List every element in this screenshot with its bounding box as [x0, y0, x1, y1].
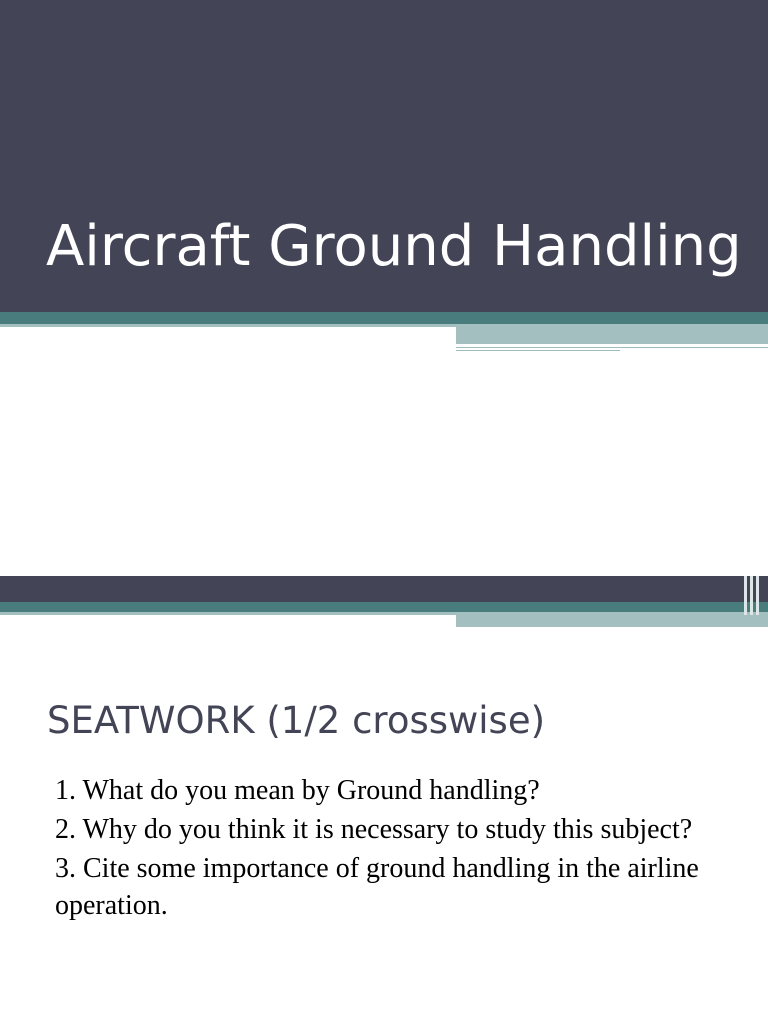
question-item: 2. Why do you think it is necessary to study this subject? — [55, 814, 693, 845]
question-list — [55, 772, 745, 926]
title-overlay-panel — [0, 327, 456, 576]
question-item: 1. What do you mean by Ground handling? — [55, 775, 540, 806]
slide-title: Aircraft Ground Handling — [46, 214, 742, 279]
seatwork-slide — [0, 576, 768, 1024]
seatwork-edge-stripe-1 — [744, 576, 747, 615]
title-accent-step — [456, 328, 768, 344]
seatwork-accent-band-teal — [0, 602, 768, 612]
title-accent-line-short — [456, 350, 620, 351]
question-item: 3. Cite some importance of ground handling in the airline operation. — [55, 853, 699, 921]
title-accent-band-teal — [0, 312, 768, 324]
seatwork-header-background — [0, 576, 768, 602]
seatwork-title: SEATWORK (1/2 crosswise) — [47, 699, 546, 742]
seatwork-edge-stripe-2 — [750, 576, 753, 615]
seatwork-edge-stripe-3 — [756, 576, 759, 615]
seatwork-accent-step — [456, 615, 768, 627]
title-accent-line — [456, 347, 768, 348]
